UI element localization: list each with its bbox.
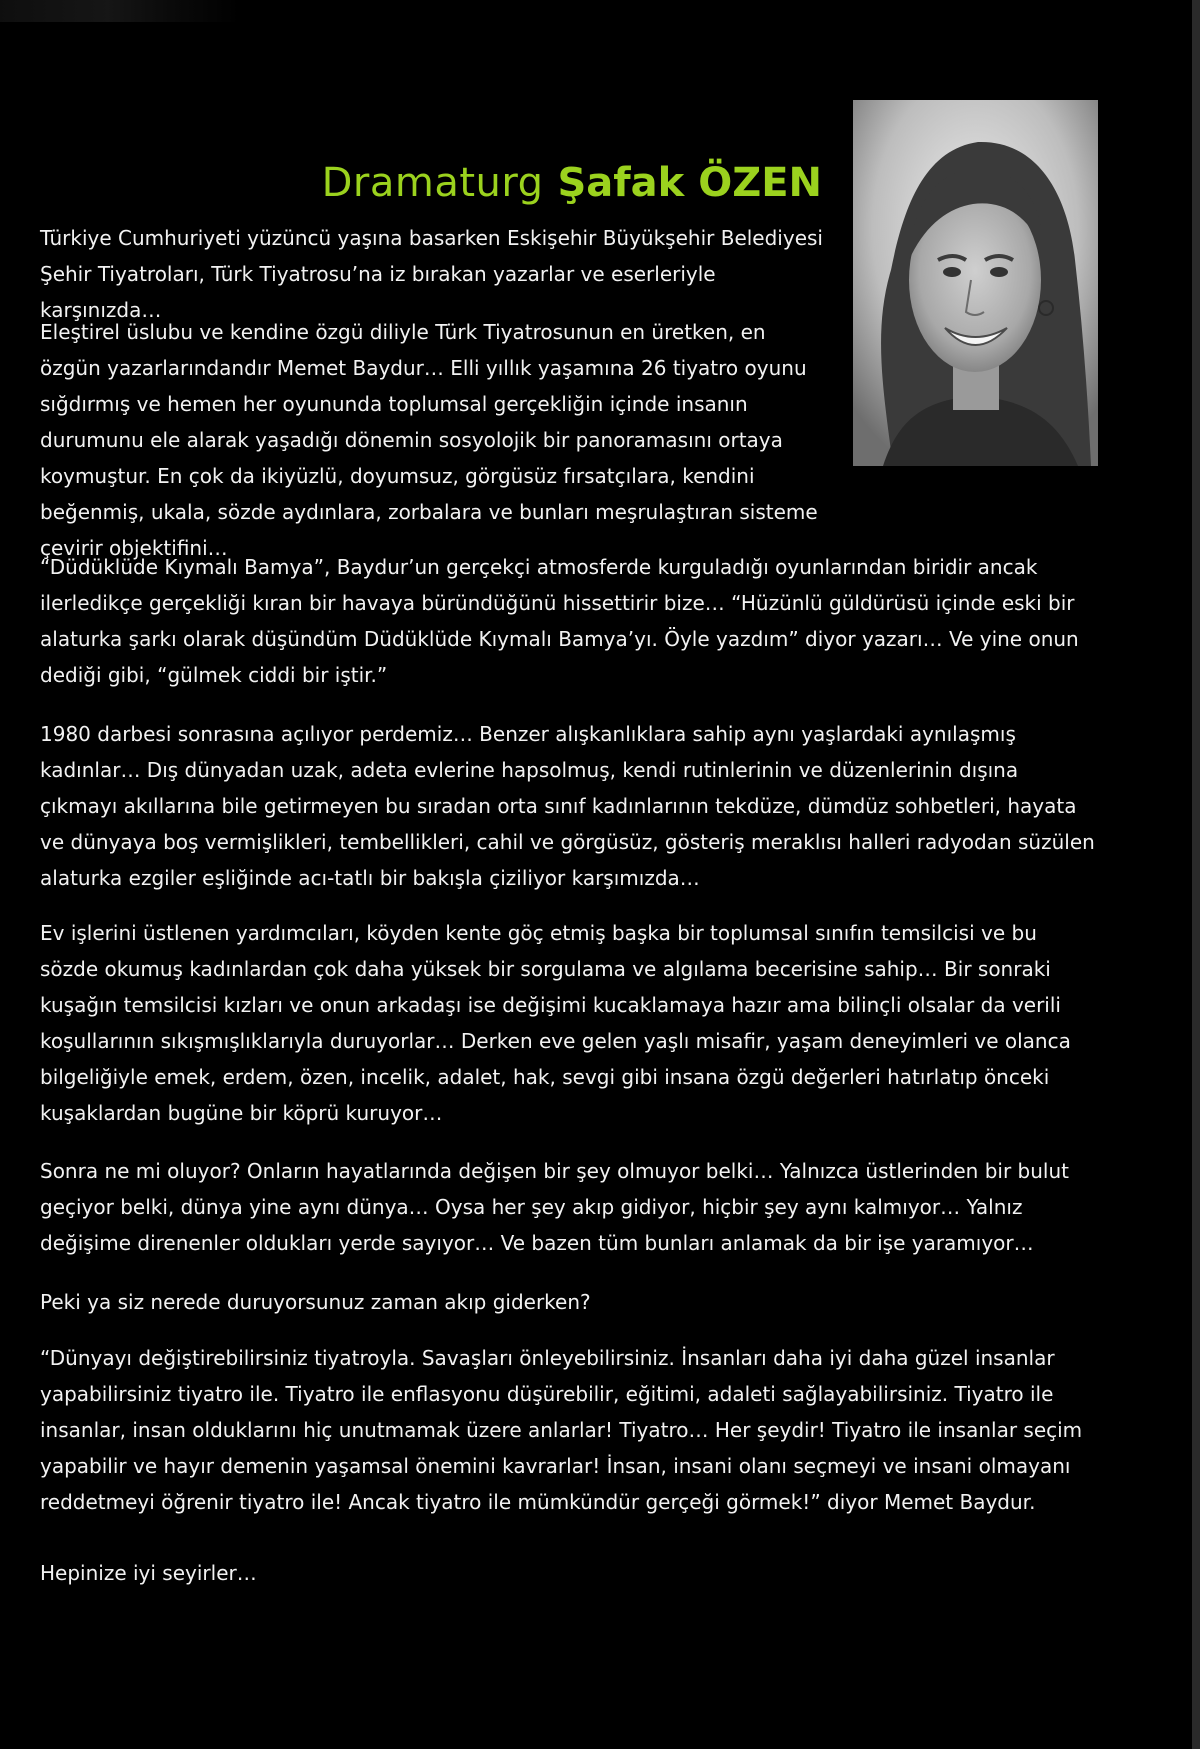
question-paragraph: Peki ya siz nerede duruyorsunuz zaman akıp giderken? xyxy=(40,1290,591,1314)
page-title xyxy=(260,153,822,213)
portrait-icon xyxy=(853,100,1098,466)
title-person-name: Şafak ÖZEN xyxy=(557,159,822,206)
closing-line: Hepinize iyi seyirler… xyxy=(40,1561,257,1585)
portrait-photo xyxy=(853,100,1098,466)
intro-paragraph: Türkiye Cumhuriyeti yüzüncü yaşına basarken Eskişehir Büyükşehir Belediyesi Şehir Tiyatroları, Türk Tiyatrosu’na iz bırakan yazarlar ve eserleriyle karşınızda… xyxy=(40,226,823,322)
author-paragraph: Eleştirel üslubu ve kendine özgü diliyle Türk Tiyatrosunun en üretken, en özgün yazarlarındandır Memet Baydur… Elli yıllık yaşamına 26 tiyatro oyunu sığdırmış ve hemen her oyununda toplumsal gerçekliğin içinde insanın durumunu ele alarak yaşadığı dönemin sosyolojik bir panoramasını ortaya koymuştur. En çok da ikiyüzlü, doyumsuz, görgüsüz fırsatçılara, kendini beğenmiş, ukala, sözde aydınlara, zorbalara ve bunları meşrulaştıran sisteme çevirir objektifini… xyxy=(40,320,818,560)
top-edge-artifact xyxy=(0,0,240,22)
title-role: Dramaturg xyxy=(321,159,544,206)
quote-paragraph: “Dünyayı değiştirebilirsiniz tiyatroyla. Savaşları önleyebilirsiniz. İnsanları daha iyi daha güzel insanlar yapabilirsiniz tiyatro ile. Tiyatro ile enflasyonu düşürebilir, eğitimi, adaleti sağlayabilirsiniz. Tiyatro ile insanlar, insan olduklarını hiç unutmamak üzere anlarlar! Tiyatro… Her şeydir! Tiyatro ile insanlar seçim yapabilir ve hayır demenin yaşamsal önemini kavrarlar! İnsan, insani olanı seçmeyi ve insani olmayanı reddetmeyi öğrenir tiyatro ile! Ancak tiyatro ile mümkündür gerçeği görmek!” diyor Memet Baydur. xyxy=(40,1346,1083,1514)
setting-paragraph: 1980 darbesi sonrasına açılıyor perdemiz… Benzer alışkanlıklara sahip aynı yaşlardaki aynılaşmış kadınlar… Dış dünyadan uzak, adeta evlerine hapsolmuş, kendi rutinlerinin ve düzenlerinin dışına çıkmayı akıllarına bile getirmeyen bu sıradan orta sınıf kadınlarının tekdüze, dümdüz sohbetleri, hayata ve dünyaya boş vermişlikleri, tembellikleri, cahil ve görgüsüz, gösteriş meraklısı halleri radyodan süzülen alaturka ezgiler eşliğinde acı-tatlı bir bakışla çiziliyor karşımızda… xyxy=(40,722,1095,890)
play-paragraph: “Düdüklüde Kıymalı Bamya”, Baydur’un gerçekçi atmosferde kurguladığı oyunlarından biridir ancak ilerledikçe gerçekliği kıran bir havaya büründüğünü hissettirir bize… “Hüzünlü güldürüsü içinde eski bir alaturka şarkı olarak düşündüm Düdüklüde Kıymalı Bamya’yı. Öyle yazdım” diyor yazarı… Ve yine onun dediği gibi, “gülmek ciddi bir iştir.” xyxy=(40,555,1079,687)
characters-paragraph: Ev işlerini üstlenen yardımcıları, köyden kente göç etmiş başka bir toplumsal sınıfın temsilcisi ve bu sözde okumuş kadınlardan çok daha yüksek bir sorgulama ve algılama becerisine sahip… Bir sonraki kuşağın temsilcisi kızları ve onun arkadaşı ise değişimi kucaklamaya hazır ama bilinçli olsalar da verili koşullarının sıkışmışlıklarıyla duruyorlar… Derken eve gelen yaşlı misafir, yaşam deneyimleri ve olanca bilgeliğiyle emek, erdem, özen, incelik, adalet, hak, sevgi gibi insana özgü değerleri hatırlatıp önceki kuşaklardan bugüne bir köprü kuruyor… xyxy=(40,921,1071,1125)
right-edge-strip xyxy=(1192,0,1200,1749)
reflection-paragraph: Sonra ne mi oluyor? Onların hayatlarında değişen bir şey olmuyor belki… Yalnızca üstlerinden bir bulut geçiyor belki, dünya yine aynı dünya… Oysa her şey akıp gidiyor, hiçbir şey aynı kalmıyor… Yalnız değişime direnenler oldukları yerde sayıyor… Ve bazen tüm bunları anlamak da bir işe yaramıyor… xyxy=(40,1159,1069,1255)
